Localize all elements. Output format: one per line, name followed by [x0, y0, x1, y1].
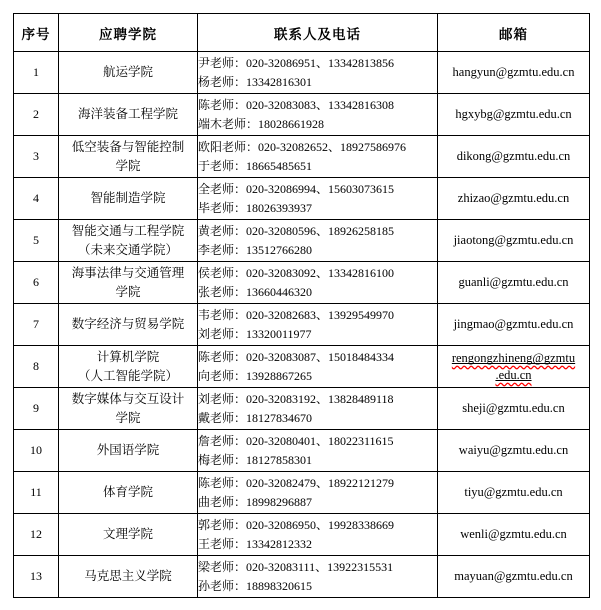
email-cell: [438, 136, 590, 178]
college-name-line: 智能交通与工程学院: [71, 223, 185, 238]
contact-cell: [198, 346, 438, 388]
table-row: [14, 556, 590, 598]
contact-cell: [198, 52, 438, 94]
contact-phone-line: 李老师：13512766280: [198, 242, 313, 257]
email-address-line: waiyu@gzmtu.edu.cn: [458, 443, 569, 457]
contact-phone-line: 梅老师：18127858301: [198, 452, 313, 467]
contact-phone-line: 詹老师：020-32080401、18022311615: [198, 433, 394, 448]
email-address-line: jiaotong@gzmtu.edu.cn: [453, 233, 574, 247]
email-cell: [438, 430, 590, 472]
table-row: [14, 262, 590, 304]
row-number-cell: [14, 262, 59, 304]
college-name-line: 数字媒体与交互设计: [71, 391, 185, 406]
table-row: [14, 94, 590, 136]
college-name-line: 航运学院: [102, 65, 153, 79]
table-row: [14, 52, 590, 94]
college-cell: [59, 178, 198, 220]
header-college: 应聘学院: [59, 14, 198, 52]
college-name-line: 智能制造学院: [90, 191, 166, 205]
row-number: 12: [30, 527, 42, 541]
contact-cell: [198, 262, 438, 304]
contact-cell: [198, 472, 438, 514]
email-address-line: hgxybg@gzmtu.edu.cn: [455, 107, 572, 121]
email-address-line: zhizao@gzmtu.edu.cn: [457, 191, 570, 205]
table-header-row: [14, 14, 590, 52]
college-cell: [59, 514, 198, 556]
row-number: 10: [30, 443, 42, 457]
contact-phone-line: 韦老师：020-32082683、13929549970: [198, 307, 394, 322]
email-address-line: mayuan@gzmtu.edu.cn: [454, 569, 573, 583]
row-number: 1: [33, 65, 39, 79]
contact-phone-line: 戴老师：18127834670: [198, 410, 313, 425]
college-name-line: 外国语学院: [96, 443, 160, 457]
email-cell: [438, 472, 590, 514]
email-address-line[interactable]: [438, 367, 589, 384]
contact-phone-line: 黄老师：020-32080596、18926258185: [198, 223, 394, 238]
college-name-line: （人工智能学院）: [77, 368, 178, 383]
contact-cell: [198, 430, 438, 472]
contact-phone-line: 向老师：13928867265: [198, 368, 313, 383]
contact-phone-line: 侯老师：020-32083092、13342816100: [198, 265, 394, 280]
table-row: [14, 178, 590, 220]
email-cell: [438, 514, 590, 556]
college-cell: [59, 94, 198, 136]
email-cell: [438, 262, 590, 304]
row-number-cell: [14, 178, 59, 220]
table-row: [14, 472, 590, 514]
row-number-cell: [14, 220, 59, 262]
email-cell: [438, 556, 590, 598]
college-cell: [59, 472, 198, 514]
email-cell: [438, 388, 590, 430]
row-number-cell: [14, 556, 59, 598]
contact-cell: [198, 94, 438, 136]
college-name-line: 马克思主义学院: [84, 569, 172, 583]
contact-phone-line: 欧阳老师：020-32082652、18927586976: [198, 139, 406, 154]
college-name-line: 学院: [115, 410, 141, 425]
email-address-line: wenli@gzmtu.edu.cn: [460, 527, 567, 541]
college-cell: [59, 52, 198, 94]
table-row: [14, 514, 590, 556]
email-cell: [438, 346, 590, 388]
row-number: 8: [33, 359, 39, 373]
college-cell: [59, 136, 198, 178]
contact-phone-line: 刘老师：020-32083192、13828489118: [198, 391, 394, 406]
email-address-line: sheji@gzmtu.edu.cn: [462, 401, 565, 415]
contact-phone-line: 郭老师：020-32086950、19928338669: [198, 517, 394, 532]
college-name-line: 体育学院: [102, 485, 153, 499]
table-row: [14, 136, 590, 178]
contact-phone-line: 于老师：18665485651: [198, 158, 313, 173]
contact-phone-line: 陈老师：020-32083083、13342816308: [198, 97, 394, 112]
college-cell: [59, 346, 198, 388]
row-number-cell: [14, 472, 59, 514]
contact-cell: [198, 178, 438, 220]
contact-cell: [198, 136, 438, 178]
row-number-cell: [14, 430, 59, 472]
college-name-line: 低空装备与智能控制: [71, 139, 185, 154]
email-cell: [438, 52, 590, 94]
college-name-line: 计算机学院: [96, 349, 160, 364]
row-number: 5: [33, 233, 39, 247]
email-cell: [438, 220, 590, 262]
college-name-line: 数字经济与贸易学院: [71, 317, 185, 331]
email-cell: [438, 94, 590, 136]
header-serial-number: 序号: [14, 14, 59, 52]
contact-phone-line: 孙老师：18898320615: [198, 578, 313, 593]
row-number-cell: [14, 514, 59, 556]
contact-cell: [198, 220, 438, 262]
contact-phone-line: 刘老师：13320011977: [198, 326, 312, 341]
email-cell: [438, 178, 590, 220]
college-name-line: （未来交通学院）: [77, 242, 178, 257]
email-address-line: hangyun@gzmtu.edu.cn: [452, 65, 575, 79]
college-cell: [59, 220, 198, 262]
header-contact-phone: 联系人及电话: [198, 14, 438, 52]
row-number: 4: [33, 191, 39, 205]
college-cell: [59, 556, 198, 598]
row-number: 6: [33, 275, 39, 289]
college-name-line: 海洋装备工程学院: [77, 107, 178, 121]
table-row: [14, 430, 590, 472]
row-number-cell: [14, 388, 59, 430]
contact-phone-line: 尹老师：020-32086951、13342813856: [198, 55, 394, 70]
table-row: [14, 388, 590, 430]
contact-phone-line: 陈老师：020-32082479、18922121279: [198, 475, 394, 490]
row-number-cell: [14, 52, 59, 94]
college-name-line: 学院: [115, 158, 141, 173]
contact-phone-line: 王老师：13342812332: [198, 536, 313, 551]
contact-phone-line: 陈老师：020-32083087、15018484334: [198, 349, 394, 364]
row-number: 11: [30, 485, 42, 499]
email-address-line: dikong@gzmtu.edu.cn: [456, 149, 571, 163]
row-number: 13: [30, 569, 42, 583]
row-number-cell: [14, 136, 59, 178]
college-cell: [59, 388, 198, 430]
table-row: [14, 304, 590, 346]
college-cell: [59, 430, 198, 472]
email-address-text: .edu.cn: [495, 367, 532, 382]
college-cell: [59, 262, 198, 304]
row-number: 9: [33, 401, 39, 415]
table-row: [14, 346, 590, 388]
email-address-line: guanli@gzmtu.edu.cn: [458, 275, 569, 289]
contact-phone-line: 全老师：020-32086994、15603073615: [198, 181, 394, 196]
row-number-cell: [14, 346, 59, 388]
email-cell: [438, 304, 590, 346]
row-number-cell: [14, 94, 59, 136]
college-name-line: 文理学院: [102, 527, 153, 541]
contact-phone-line: 端木老师：18028661928: [198, 116, 325, 131]
table-body: [14, 52, 590, 598]
college-contact-table: [13, 13, 590, 598]
contact-cell: [198, 514, 438, 556]
row-number: 7: [33, 317, 39, 331]
contact-cell: [198, 304, 438, 346]
row-number-cell: [14, 304, 59, 346]
row-number: 3: [33, 149, 39, 163]
contact-cell: [198, 388, 438, 430]
email-address-text: rengongzhineng@gzmtu: [451, 350, 576, 365]
college-name-line: 海事法律与交通管理: [71, 265, 185, 280]
contact-phone-line: 曲老师：18998296887: [198, 494, 313, 509]
college-cell: [59, 304, 198, 346]
college-name-line: 学院: [115, 284, 141, 299]
contact-phone-line: 张老师：13660446320: [198, 284, 313, 299]
header-email: 邮箱: [438, 14, 590, 52]
email-address-line: tiyu@gzmtu.edu.cn: [464, 485, 563, 499]
email-address-line: jingmao@gzmtu.edu.cn: [453, 317, 574, 331]
table-row: [14, 220, 590, 262]
contact-cell: [198, 556, 438, 598]
email-address-line[interactable]: [438, 350, 589, 367]
contact-phone-line: 杨老师：13342816301: [198, 74, 313, 89]
row-number: 2: [33, 107, 39, 121]
contact-phone-line: 梁老师：020-32083111、13922315531: [198, 559, 394, 574]
contact-phone-line: 毕老师：18026393937: [198, 200, 313, 215]
